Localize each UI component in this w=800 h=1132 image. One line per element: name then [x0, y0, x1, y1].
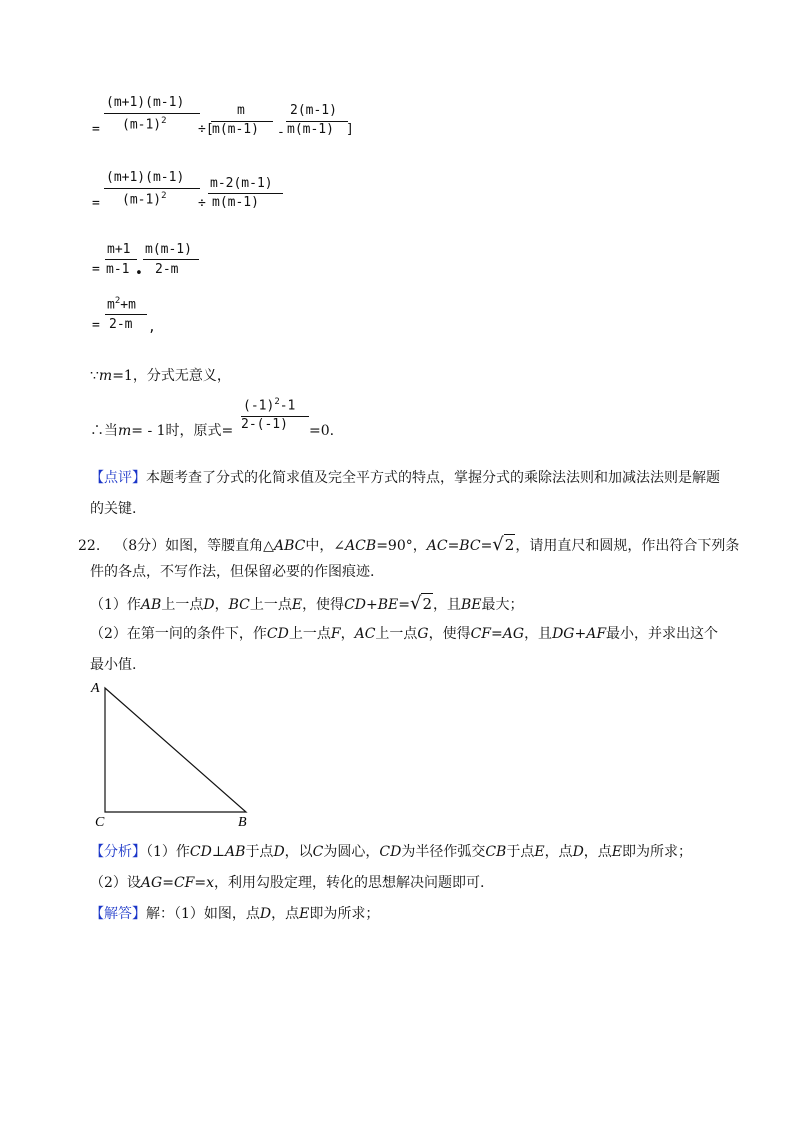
problem-part-2-line-2: 最小值. — [90, 657, 137, 673]
divide-sign: ÷ — [198, 196, 206, 211]
fraction-numerator: m(m-1) — [145, 242, 192, 257]
fraction-denominator: m(m-1) — [287, 122, 334, 137]
fraction-denominator: m-1 — [106, 262, 130, 277]
solution-tag: 【解答】 — [90, 906, 146, 922]
fraction-bar — [105, 259, 137, 260]
analysis-line-1: 【分析】（1）作CD⊥AB于点D，以C为圆心，CD为半径作弧交CB于点E，点D，点E即为所求； — [90, 844, 693, 860]
fraction-bar — [105, 314, 147, 315]
fraction-denominator: m(m-1) — [212, 195, 259, 210]
fraction-denominator: 2-m — [109, 317, 133, 332]
comma: , — [148, 320, 156, 335]
because-line: ∵m=1，分式无意义， — [90, 368, 231, 384]
divide-bracket: ÷[ — [198, 122, 214, 137]
triangle-abc — [105, 688, 246, 812]
problem-statement: 22. （8分）如图，等腰直角△ABC中，∠ACB=90°，AC=BC=√2，请用直尺和圆规，作出符合下列条 — [78, 534, 740, 555]
fraction-numerator: $m^2+m$ — [107, 296, 136, 313]
analysis-tag: 【分析】 — [90, 844, 146, 860]
minus-sign: - — [277, 125, 285, 140]
fraction-bar — [143, 259, 199, 260]
label-b: B — [238, 815, 247, 830]
fraction-bar — [208, 193, 283, 194]
equals-sign: = — [92, 122, 100, 137]
equals-sign: = — [92, 196, 100, 211]
comment-line-2: 的关键. — [90, 501, 137, 517]
fraction-numerator: (m+1)(m-1) — [106, 170, 185, 185]
fraction-numerator: m+1 — [107, 242, 131, 257]
problem-part-2: （2）在第一问的条件下，作CD上一点F，AC上一点G，使得CF=AG，且DG+AF最小，并求出这个 — [90, 626, 719, 642]
fraction-bar — [104, 188, 200, 189]
fraction-denominator: $(m-1)^2$ — [122, 191, 167, 208]
problem-line-2: 件的各点，不写作法，但保留必要的作图痕迹. — [90, 564, 375, 580]
fraction-numerator: m — [237, 103, 245, 118]
fraction-numerator: (m+1)(m-1) — [106, 95, 185, 110]
equals-sign: = — [92, 318, 100, 333]
analysis-line-2: （2）设AG=CF=x，利用勾股定理，转化的思想解决问题即可. — [90, 875, 485, 891]
problem-number: 22. — [78, 538, 101, 554]
label-a: A — [91, 681, 100, 696]
fraction-denominator: 2-m — [155, 262, 179, 277]
sqrt-symbol: √2 — [409, 593, 433, 614]
fraction-bar — [104, 113, 200, 114]
equals-sign: = — [92, 262, 100, 277]
fraction-numerator: m-2(m-1) — [210, 176, 273, 191]
fraction-numerator: $(-1)^2-1$ — [243, 397, 296, 414]
fraction-denominator: $(m-1)^2$ — [122, 116, 167, 133]
multiply-dot: • — [135, 266, 143, 281]
triangle-figure — [88, 680, 268, 830]
fraction-denominator: m(m-1) — [212, 122, 259, 137]
solution-line: 【解答】解：（1）如图，点D，点E即为所求； — [90, 906, 380, 922]
fraction-numerator: 2(m-1) — [290, 103, 337, 118]
close-bracket: ] — [346, 122, 354, 137]
comment-line: 【点评】本题考查了分式的化简求值及完全平方式的特点，掌握分式的乘除法法则和加减法法则是解题 — [90, 470, 720, 486]
result: =0. — [309, 423, 335, 439]
problem-part-1: （1）作AB上一点D，BC上一点E，使得CD+BE=√2，且BE最大； — [90, 593, 524, 614]
comment-tag: 【点评】 — [90, 470, 146, 486]
fraction-denominator: 2-(-1) — [241, 417, 288, 432]
sqrt-symbol: √2 — [492, 534, 515, 555]
label-c: C — [95, 815, 105, 830]
